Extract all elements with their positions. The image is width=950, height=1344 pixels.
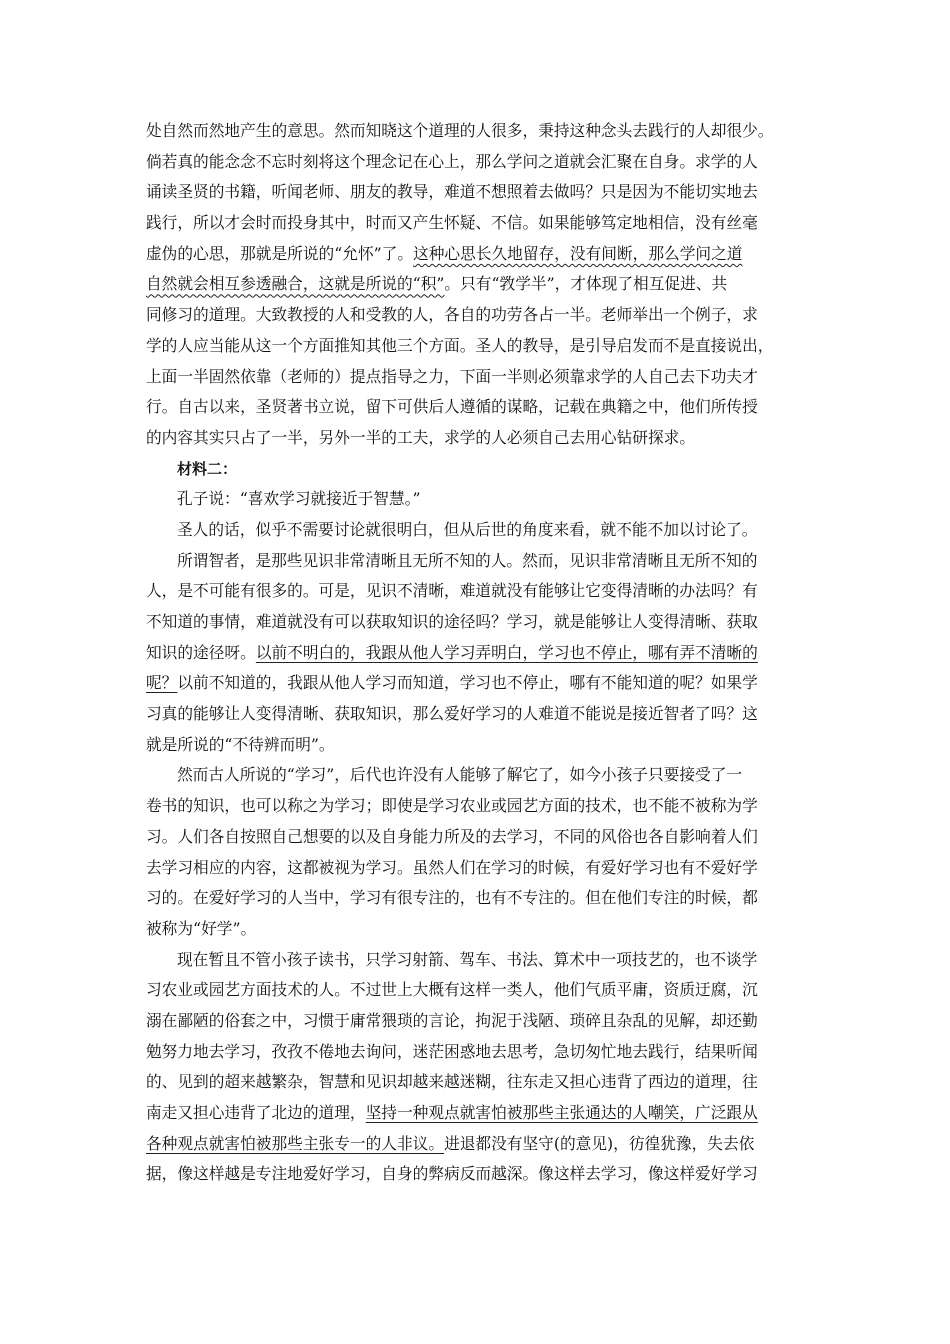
wavy-underlined-text: 这种心思长久地留存，没有间断，那么学问之道 [413,243,743,263]
text-line: 被称为“好学”。 [146,918,257,938]
text-line: 同修习的道理。大致教授的人和受教的人，各自的功劳各占一半。老师举出一个例子，求 [146,305,758,325]
text-line: 去学习相应的内容，这都被视为学习。虽然人们在学习的时候，有爱好学习也有不爱好学 [146,857,758,877]
paragraph-line: 圣人的话，似乎不需要讨论就很明白，但从后世的角度来看，就不能不加以讨论了。 [177,519,758,539]
text-line: 的内容其实只占了一半，另外一半的工夫，求学的人必须自己去用心钻研探求。 [146,427,696,447]
paragraph-line: 所谓智者，是那些见识非常清晰且无所不知的人。然而，见识非常清晰且无所不知的 [177,550,758,570]
underlined-text: 以前不明白的，我跟从他人学习弄明白，学习也不停止，哪有弄不清晰的 [255,642,758,662]
text-line: 习真的能够让人变得清晰、获取知识，那么爱好学习的人难道不能说是接近智者了吗？这 [146,704,758,724]
underlined-text: 呢？ [146,673,178,693]
document-body [146,116,806,1190]
section-heading: 材料二： [177,459,238,478]
text-line: 习的。在爱好学习的人当中，学习有很专注的，也有不专注的。但在他们专注的时候，都 [146,888,758,908]
text-line: 处自然而然地产生的意思。然而知晓这个道理的人很多，秉持这种念头去践行的人却很少。 [146,121,774,140]
plain-text: 进退都没有坚守(的意见)，彷徨犹豫，失去依 [444,1133,755,1153]
plain-text: 以前不知道的，我跟从他人学习而知道，学习也不停止，哪有不能知道的呢？如果学 [177,673,758,693]
text-line: 人，是不可能有很多的。可是，见识不清晰，难道就没有能够让它变得清晰的办法吗？有 [146,581,758,601]
plain-text: 。只有“敩学半”，才体现了相互促进、共 [444,274,728,294]
text-line: 不知道的事情，难道就没有可以获取知识的途径吗？学习，就是能够让人变得清晰、获取 [146,612,758,631]
text-line: 行。自古以来，圣贤著书立说，留下可供后人遵循的谋略，记载在典籍之中，他们所传授 [146,397,758,417]
text-line [146,1098,806,1129]
paragraph-line: 现在暂且不管小孩子读书，只学习射箭、驾车、书法、算术中一项技艺的，也不谈学 [177,949,758,969]
text-line: 践行，所以才会时而投身其中，时而又产生怀疑、不信。如果能够笃定地相信，没有丝毫 [146,213,758,233]
text-line [146,668,806,699]
text-line: 卷书的知识，也可以称之为学习；即使是学习农业或园艺方面的技术，也不能不被称为学 [146,796,758,816]
text-line [146,638,806,669]
text-line [146,269,806,300]
text-line: 溺在鄙陋的俗套之中，习惯于庸常猥琐的言论，拘泥于浅陋、琐碎且杂乱的见解，却还勤 [146,1010,758,1030]
wavy-underlined-text: 自然就会相互参透融合，这就是所说的“积” [146,274,445,294]
text-line [146,1129,806,1160]
paragraph-line: 然而古人所说的“学习”，后代也许没有人能够了解它了，如今小孩子只要接受了一 [177,765,743,785]
text-line: 勉努力地去学习，孜孜不倦地去询问，迷茫困惑地去思考，急切匆忙地去践行，结果听闻 [146,1041,758,1061]
text-line: 倘若真的能念念不忘时刻将这个理念记在心上，那么学问之道就会汇聚在自身。求学的人 [146,151,758,171]
text-line: 据，像这样越是专注地爱好学习，自身的弊病反而越深。像这样去学习，像这样爱好学习 [146,1164,758,1184]
plain-text: 知识的途径呀。 [146,642,256,662]
text-line: 诵读圣贤的书籍，听闻老师、朋友的教导，难道不想照着去做吗？只是因为不能切实地去 [146,182,758,202]
text-line [146,239,806,270]
underlined-text: 各种观点就害怕被那些主张专一的人非议。 [146,1133,445,1153]
text-line: 就是所说的“不待辨而明”。 [146,734,335,754]
plain-text: 南走又担心违背了北边的道理， [146,1103,366,1122]
text-line: 习农业或园艺方面技术的人。不过世上大概有这样一类人，他们气质平庸，资质迂腐，沉 [146,980,758,1000]
text-line: 的、见到的超来越繁杂，智慧和见识却越来越迷糊，往东走又担心违背了西边的道理，往 [146,1072,758,1092]
text-line: 学的人应当能从这一个方面推知其他三个方面。圣人的教导，是引导启发而不是直接说出， [146,335,774,355]
plain-text: 虚伪的心思，那就是所说的“允怀”了。 [146,243,414,263]
underlined-text: 坚持一种观点就害怕被那些主张通达的人嘲笑，广泛跟从 [365,1103,758,1122]
text-line: 习。人们各自按照自己想要的以及自身能力所及的去学习，不同的风俗也各自影响着人们 [146,826,758,846]
text-line: 上面一半固然依靠（老师的）提点指导之力，下面一半则必须靠求学的人自己去下功夫才 [146,366,758,386]
quote-line: 孔子说：“喜欢学习就接近于智慧。” [177,489,421,509]
